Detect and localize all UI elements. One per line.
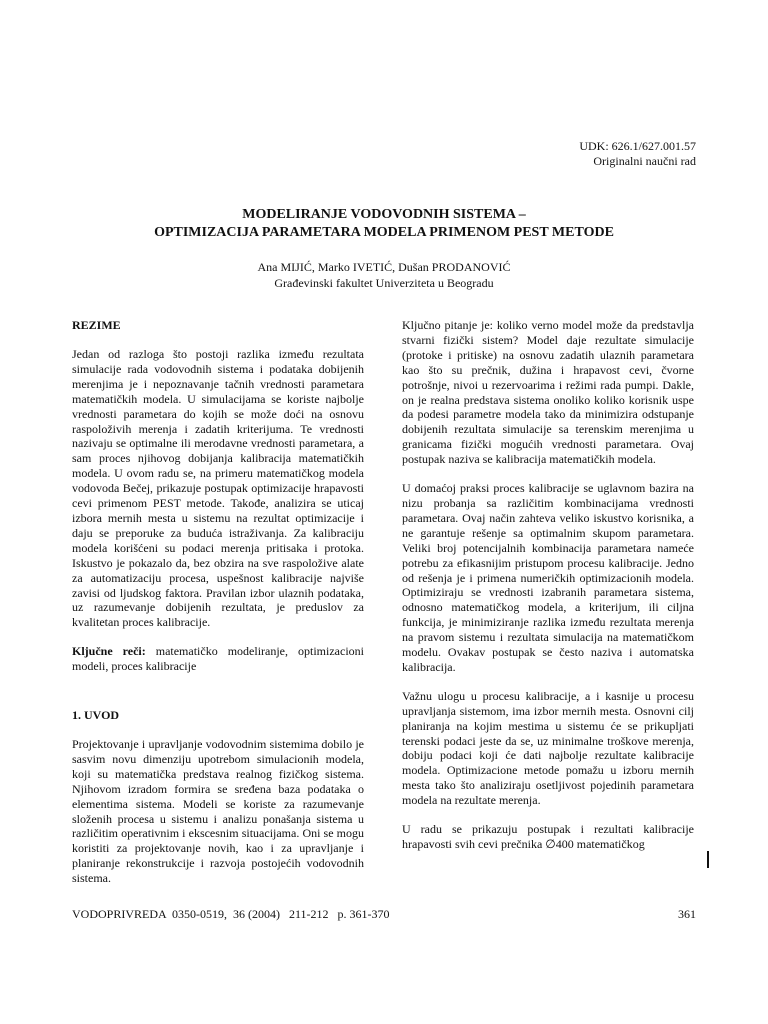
right-column — [402, 318, 694, 852]
right-paragraph-2: U domaćoj praksi proces kalibracije se uglavnom bazira na nizu probanja sa različitim kombinacijama vrednosti parametara. Ovaj način zahteva veliko iskustvo korisnika, a ne garantuje rešenje sa optimalnim skupom parametara. Veliki broj potencijalnih kombinacija parametara nameće potrebu za efikasnijim pristupom procesu kalibracije. Jedno od rešenja je i primena numeričkih optimizacionih modela. Optimiziraju se vrednosti izabranih parametara sistema, odnosno matematičkog modela, a kriterijum, ili ciljna funkcija, je minimiziranje razlika između rezultata merenja na pravom sistemu i rezultata simulacija na matematičkom modelu. Ovakav postupak se često naziva i automatska kalibracija. — [402, 481, 694, 674]
rezime-text: Jedan od razloga što postoji razlika između rezultata simulacije rada vodovodnih sistema i podataka dobijenih merenjima je i nepoznavanje tačnih vrednosti parametara matematičkih modela. U simulacijama se koriste najbolje vrednosti parametara do kojih se može doći na osnovu raspoloživih merenja i zadatih kriterijuma. Te vrednosti nazivaju se optimalne ili merodavne vrednosti parametara, a sam proces njihovog dobijanja kalibracija matematičkih modela. U ovom radu se, na primeru matematičkog modela vodovoda Bečej, prikazuje postupak optimizacije hrapavosti cevi primenom PEST metode. Takođe, analizira se uticaj izbora mernih mesta u sistemu na rezultat optimizacije i daju se preporuke za buduća istraživanja. Za kalibraciju modela korišćeni su podaci merenja pritisaka i protoka. Iskustvo je pokazalo da, bez obzira na sve raspoložive alate za automatizaciju procesa, uspešnost kalibracije najviše zavisi od ljudskog faktora. Pravilan izbor ulaznih podataka, uz razumevanje dobijenih rezultata, je preduslov za kvalitetan proces kalibracije. — [72, 347, 364, 630]
rezime-heading: REZIME — [72, 318, 121, 332]
title-line-2: OPTIMIZACIJA PARAMETARA MODELA PRIMENOM PEST METODE — [154, 225, 614, 240]
right-paragraph-1: Ključno pitanje je: koliko verno model može da predstavlja stvarni fizički sistem? Model daje rezultate simulacije (protoke i pritiske) na osnovu zadatih ulaznih parametara kao što su prečnik, dužina i hrapavost cevi, čvorne potrošnje, nivoi u rezervoarima i režimi rada pumpi. Dakle, on je realna predstava sistema onoliko koliko korisnik uspe da podesi parametre modela tako da minimizira odstupanje dobijenih rezultata simulacije sa terenskim merenjima u granicama fizički mogućih vrednosti parametara. Ovaj postupak naziva se kalibracija matematičkih modela. — [402, 318, 694, 467]
affiliation: Građevinski fakultet Univerziteta u Beogradu — [274, 276, 494, 290]
right-paragraph-3: Važnu ulogu u procesu kalibracije, a i kasnije u procesu upravljanja sistemom, ima izbor mernih mesta. Osnovni cilj planiranja na kojim mestima u sistemu će se prikupljati terenski podaci jeste da se, uz minimalne troškove merenja, dobiju podaci koji će dati najbolje rezultate kalibracije modela. Optimizacione metode pomažu u izboru mernih mesta tako što analiziraju osetljivost pojedinih parametara modela na rezultate merenja. — [402, 688, 694, 808]
page-number: 361 — [678, 907, 696, 921]
keywords-text: matematičko modeliranje, optimizacioni modeli, proces kalibracije — [72, 644, 364, 674]
revision-bar — [707, 851, 709, 868]
title-line-1: MODELIRANJE VODOVODNIH SISTEMA – — [242, 207, 526, 222]
paper-type: Originalni naučni rad — [593, 154, 696, 168]
paper-title — [0, 206, 768, 242]
keywords — [72, 644, 364, 674]
udk-code: UDK: 626.1/627.001.57 — [579, 139, 696, 153]
page-footer — [72, 907, 696, 922]
journal-info: VODOPRIVREDA 0350-0519, 36 (2004) 211-212 p. 361-370 — [72, 907, 390, 921]
keywords-label: Ključne reči: — [72, 644, 146, 659]
left-column — [72, 318, 364, 886]
uvod-text: Projektovanje i upravljanje vodovodnim sistemima dobilo je sasvim novu dimenziju upotrebom simulacionih modela, koji su matematička predstava realnog fizičkog sistema. Njihovom izradom formira se sređena baza podataka o elementima sistema. Modeli se koriste za razumevanje složenih procesa u sistemu i analizu ponašanja sistema u različitim operativnim i ekscesnim situacijama. Oni se mogu koristiti za projektovanje novih, kao i za upravljanje i planiranje rekonstrukcije i razvoja postojećih vodovodnih sistema. — [72, 737, 364, 886]
uvod-heading: 1. UVOD — [72, 708, 120, 723]
right-paragraph-4: U radu se prikazuju postupak i rezultati kalibracije hrapavosti svih cevi prečnika ∅400 matematičkog — [402, 822, 694, 851]
udk-block — [579, 139, 696, 169]
author-block — [0, 259, 768, 291]
authors: Ana MIJIĆ, Marko IVETIĆ, Dušan PRODANOVIĆ — [257, 260, 511, 274]
